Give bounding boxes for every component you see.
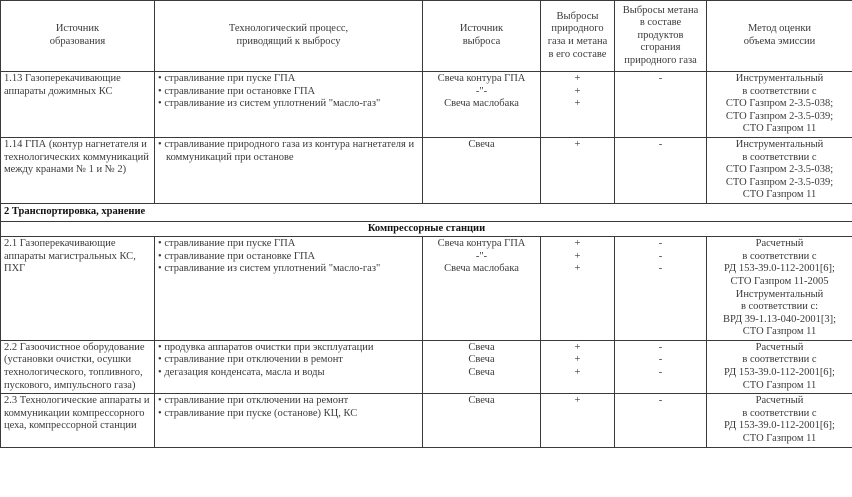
method-line: СТО Газпром 11 xyxy=(742,326,817,338)
process-cell xyxy=(155,137,423,203)
header-row xyxy=(1,1,852,72)
natural-gas-mark: + xyxy=(574,395,581,407)
natural-gas-mark: + xyxy=(574,138,581,150)
process-item: • стравливание при отключении на ремонт xyxy=(158,395,419,408)
table-row xyxy=(1,394,852,447)
table-row xyxy=(1,137,852,203)
table-row xyxy=(1,72,852,138)
subsection-title: Компрессорные станции xyxy=(1,221,852,237)
combustion-mark: - xyxy=(658,238,663,250)
combustion-mark: - xyxy=(658,395,663,407)
method-line: РД 153-39.0-112-2001[6]; xyxy=(724,420,835,432)
source-value: Свеча маслобака xyxy=(444,263,519,275)
combustion-mark xyxy=(618,86,703,99)
process-item: • стравливание при пуске ГПА xyxy=(158,73,419,86)
source-cell xyxy=(423,394,541,447)
process-list xyxy=(158,139,419,164)
process-item: • дегазация конденсата, масла и воды xyxy=(158,367,419,380)
source-value: -"- xyxy=(475,85,488,97)
table-row xyxy=(1,237,852,341)
source-value: Свеча контура ГПА xyxy=(437,238,526,250)
method-cell xyxy=(707,72,852,138)
method-line: Расчетный xyxy=(755,238,804,250)
method-line: СТО Газпром 11 xyxy=(742,379,817,391)
process-item: • стравливание при пуске (останове) КЦ, КС xyxy=(158,408,419,421)
process-cell xyxy=(155,394,423,447)
header-natural-gas: Выбросы природного газа и метана в его составе xyxy=(541,1,615,72)
combustion-mark: - xyxy=(658,354,663,366)
natural-gas-mark: + xyxy=(574,354,581,366)
table-body-part-2 xyxy=(1,237,852,448)
method-line: в соответствии с xyxy=(742,354,817,366)
natural-gas-mark: + xyxy=(574,238,581,250)
method-line: в соответствии с xyxy=(742,250,817,262)
source-cell xyxy=(423,237,541,341)
natural-gas-cell xyxy=(541,72,615,138)
header-process: Технологический процесс, приводящий к выбросу xyxy=(155,1,423,72)
method-cell xyxy=(707,137,852,203)
table-row xyxy=(1,340,852,393)
process-item: • продувка аппаратов очистки при эксплуатации xyxy=(158,342,419,355)
natural-gas-mark: + xyxy=(574,250,581,262)
source-value: Свеча xyxy=(468,138,495,150)
combustion-cell xyxy=(615,72,707,138)
table-body-section xyxy=(1,203,852,236)
combustion-cell xyxy=(615,237,707,341)
source-value: -"- xyxy=(475,250,488,262)
origin-cell: 1.14 ГПА (контур нагнетателя и технологических коммуникаций между кранами № 1 и № 2) xyxy=(1,137,155,203)
method-line: СТО Газпром 11-2005 xyxy=(730,275,829,287)
method-line: Расчетный xyxy=(755,395,804,407)
natural-gas-cell xyxy=(541,237,615,341)
process-cell xyxy=(155,72,423,138)
combustion-cell xyxy=(615,394,707,447)
method-line: СТО Газпром 2-3.5-038; xyxy=(725,164,834,176)
combustion-mark: - xyxy=(658,138,663,150)
combustion-mark: - xyxy=(658,73,663,84)
method-line: РД 153-39.0-112-2001[6]; xyxy=(724,263,835,275)
process-item: • стравливание из систем уплотнений "масло-газ" xyxy=(158,263,419,276)
method-line: в соответствии с xyxy=(742,151,817,163)
header-method: Метод оценки объема эмиссии xyxy=(707,1,852,72)
method-line: СТО Газпром 2-3.5-038; xyxy=(725,98,834,110)
natural-gas-cell xyxy=(541,340,615,393)
process-item: • стравливание при отключении в ремонт xyxy=(158,354,419,367)
source-value: Свеча xyxy=(468,395,495,407)
process-cell xyxy=(155,340,423,393)
header-methane-combustion: Выбросы метана в составе продуктов сгорания природного газа xyxy=(615,1,707,72)
origin-cell: 2.3 Технологические аппараты и коммуникации компрессорного цеха, компрессорной станции xyxy=(1,394,155,447)
process-item: • стравливание при остановке ГПА xyxy=(158,86,419,99)
method-line: Инструментальный xyxy=(735,138,824,150)
natural-gas-mark: + xyxy=(574,367,581,379)
method-line: СТО Газпром 11 xyxy=(742,433,817,445)
natural-gas-mark: + xyxy=(574,73,581,84)
method-line: СТО Газпром 2-3.5-039; xyxy=(725,176,834,188)
method-line: Расчетный xyxy=(755,341,804,353)
process-list xyxy=(158,395,419,420)
process-list xyxy=(158,342,419,380)
method-line: Инструментальный xyxy=(735,288,824,300)
method-line: СТО Газпром 11 xyxy=(742,189,817,201)
process-item: • стравливание природного газа из контура нагнетателя и коммуникаций при останове xyxy=(158,139,419,164)
source-cell xyxy=(423,340,541,393)
method-line: в соответствии с: xyxy=(740,301,819,313)
combustion-mark xyxy=(618,98,703,111)
section-row xyxy=(1,203,852,221)
method-line: в соответствии с xyxy=(742,85,817,97)
origin-cell: 2.1 Газоперекачивающие аппараты магистральных КС, ПХГ xyxy=(1,237,155,341)
source-value: Свеча xyxy=(468,341,495,353)
combustion-mark: - xyxy=(658,367,663,379)
method-line: СТО Газпром 11 xyxy=(742,123,817,135)
natural-gas-cell xyxy=(541,394,615,447)
method-line: СТО Газпром 2-3.5-039; xyxy=(725,110,834,122)
combustion-mark: - xyxy=(658,250,663,262)
process-cell xyxy=(155,237,423,341)
natural-gas-mark: + xyxy=(574,85,581,97)
method-cell xyxy=(707,340,852,393)
method-line: в соответствии с xyxy=(742,407,817,419)
header-source-origin: Источник образования xyxy=(1,1,155,72)
process-item: • стравливание из систем уплотнений "масло-газ" xyxy=(158,98,419,111)
method-line: РД 153-39.0-112-2001[6]; xyxy=(724,367,835,379)
origin-cell: 1.13 Газоперекачивающие аппараты дожимных КС xyxy=(1,72,155,138)
source-value: Свеча xyxy=(468,354,495,366)
method-cell xyxy=(707,237,852,341)
method-line: Инструментальный xyxy=(735,73,824,84)
process-item: • стравливание при остановке ГПА xyxy=(158,251,419,264)
source-value: Свеча xyxy=(468,367,495,379)
process-list xyxy=(158,73,419,111)
combustion-mark: - xyxy=(658,341,663,353)
natural-gas-mark: + xyxy=(574,98,581,110)
subsection-row xyxy=(1,221,852,237)
combustion-cell xyxy=(615,340,707,393)
natural-gas-cell xyxy=(541,137,615,203)
source-cell xyxy=(423,72,541,138)
combustion-mark: - xyxy=(658,263,663,275)
natural-gas-mark: + xyxy=(574,263,581,275)
process-list xyxy=(158,238,419,276)
source-value: Свеча контура ГПА xyxy=(437,73,526,84)
section-title: 2 Транспортировка, хранение xyxy=(1,203,852,221)
process-item: • стравливание при пуске ГПА xyxy=(158,238,419,251)
source-cell xyxy=(423,137,541,203)
natural-gas-mark: + xyxy=(574,341,581,353)
table-body-part-1 xyxy=(1,72,852,204)
method-line: ВРД 39-1.13-040-2001[3]; xyxy=(722,313,837,325)
combustion-cell xyxy=(615,137,707,203)
origin-cell: 2.2 Газоочистное оборудование (установки очистки, осушки технологического, топливного, пускового, импульсного газа) xyxy=(1,340,155,393)
source-value: Свеча маслобака xyxy=(444,98,519,110)
method-cell xyxy=(707,394,852,447)
header-source-release: Источник выброса xyxy=(423,1,541,72)
